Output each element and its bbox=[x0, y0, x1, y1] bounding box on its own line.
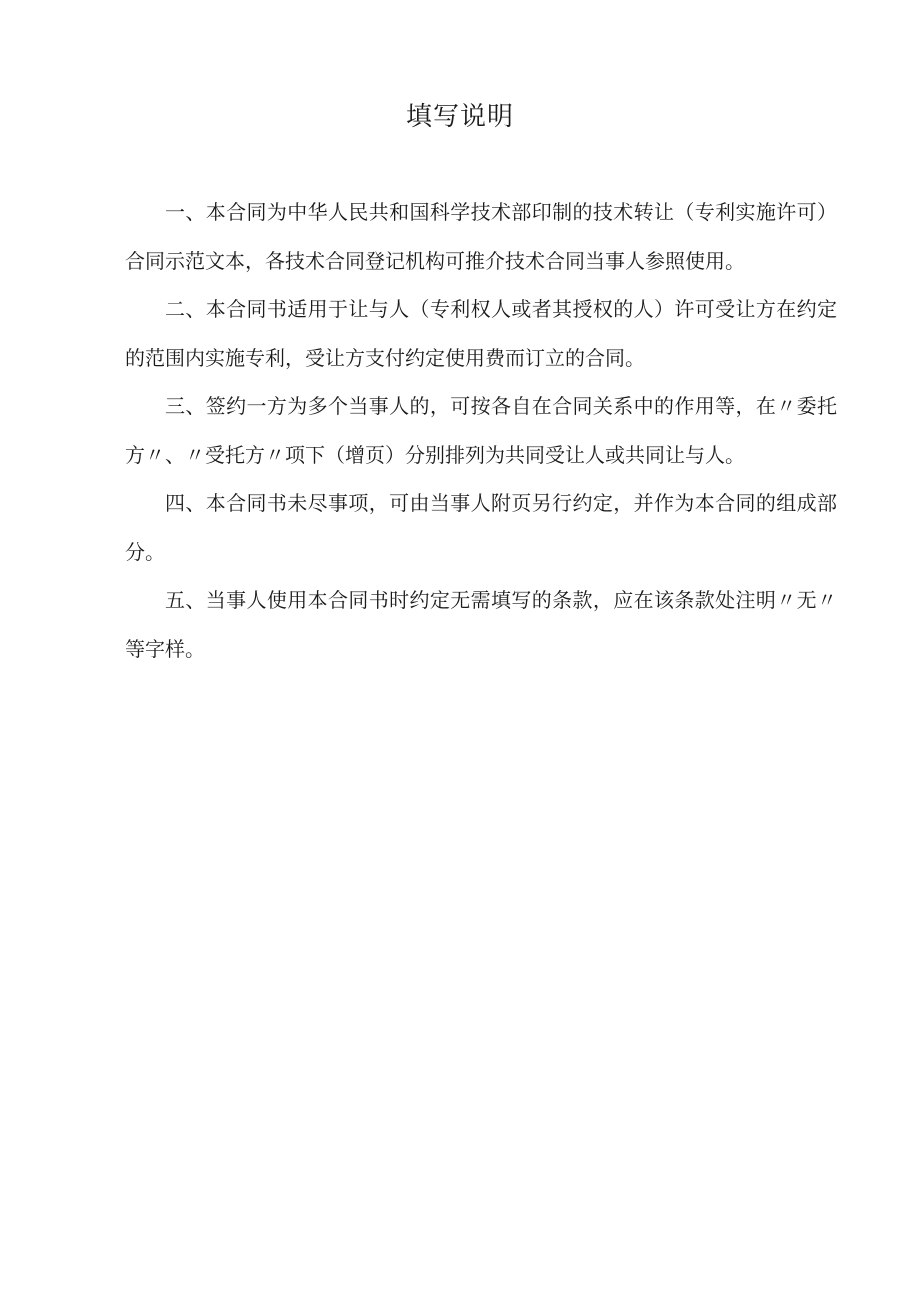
instruction-paragraph-2: 二、本合同书适用于让与人（专利权人或者其授权的人）许可受让方在约定的范围内实施专利，受让方支付约定使用费而订立的合同。 bbox=[125, 297, 837, 370]
instruction-paragraph-3: 三、签约一方为多个当事人的，可按各自在合同关系中的作用等，在〃委托方〃、〃受托方〃项下（增页）分别排列为共同受让人或共同让与人。 bbox=[125, 394, 837, 467]
instruction-paragraph-5: 五、当事人使用本合同书时约定无需填写的条款，应在该条款处注明〃无〃等字样。 bbox=[125, 588, 837, 661]
document-title: 填写说明 bbox=[405, 102, 514, 132]
instructions-body bbox=[125, 188, 837, 673]
instruction-paragraph-4: 四、本合同书未尽事项，可由当事人附页另行约定，并作为本合同的组成部分。 bbox=[125, 491, 837, 564]
instruction-paragraph-1: 一、本合同为中华人民共和国科学技术部印制的技术转让（专利实施许可）合同示范文本，各技术合同登记机构可推介技术合同当事人参照使用。 bbox=[125, 200, 837, 273]
